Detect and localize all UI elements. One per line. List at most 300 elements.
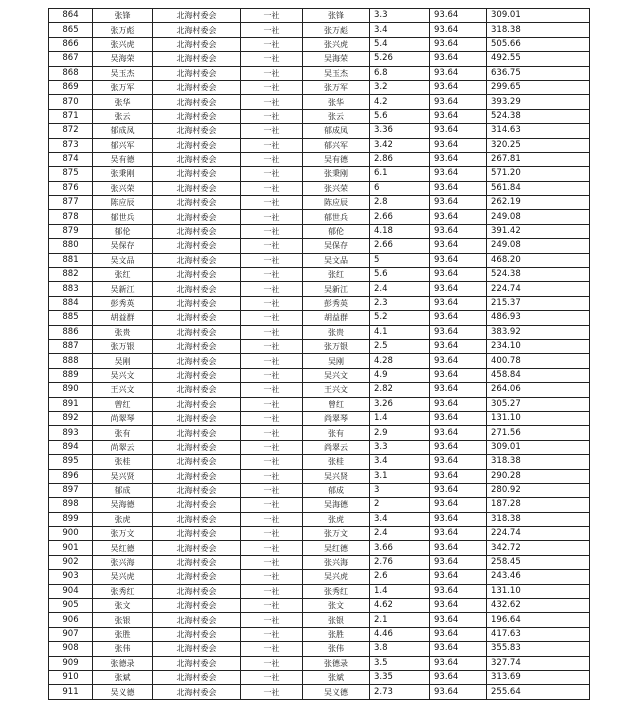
table-row <box>49 52 590 66</box>
area-cell: 2.4 <box>370 282 430 296</box>
table-row <box>49 152 590 166</box>
row-number-cell: 902 <box>49 555 93 569</box>
contract-holder-cell: 吴刚 <box>303 354 370 368</box>
contract-holder-cell: 吴兴贤 <box>303 469 370 483</box>
contract-holder-cell: 吴义德 <box>303 685 370 699</box>
amount-cell: 224.74 <box>487 282 590 296</box>
group-cell: 一社 <box>241 23 303 37</box>
contract-holder-cell: 张锋 <box>303 9 370 23</box>
table-row <box>49 339 590 353</box>
table-row <box>49 670 590 684</box>
amount-cell: 131.10 <box>487 411 590 425</box>
contract-holder-cell: 张有 <box>303 426 370 440</box>
household-head-cell: 张万彪 <box>93 23 153 37</box>
amount-cell: 432.62 <box>487 599 590 613</box>
table-row <box>49 368 590 382</box>
household-head-cell: 吴义德 <box>93 685 153 699</box>
area-cell: 5.2 <box>370 311 430 325</box>
table-row <box>49 311 590 325</box>
village-committee-cell: 北海村委会 <box>153 9 241 23</box>
amount-cell: 383.92 <box>487 325 590 339</box>
amount-cell: 571.20 <box>487 167 590 181</box>
rate-cell: 93.64 <box>430 167 487 181</box>
village-committee-cell: 北海村委会 <box>153 426 241 440</box>
row-number-cell: 888 <box>49 354 93 368</box>
village-committee-cell: 北海村委会 <box>153 599 241 613</box>
table-row <box>49 397 590 411</box>
amount-cell: 243.46 <box>487 570 590 584</box>
contract-holder-cell: 张万军 <box>303 80 370 94</box>
village-committee-cell: 北海村委会 <box>153 440 241 454</box>
table-row <box>49 555 590 569</box>
household-head-cell: 张万文 <box>93 527 153 541</box>
household-head-cell: 郁成凤 <box>93 124 153 138</box>
village-committee-cell: 北海村委会 <box>153 109 241 123</box>
village-committee-cell: 北海村委会 <box>153 196 241 210</box>
amount-cell: 524.38 <box>487 268 590 282</box>
row-number-cell: 882 <box>49 268 93 282</box>
rate-cell: 93.64 <box>430 599 487 613</box>
village-committee-cell: 北海村委会 <box>153 152 241 166</box>
area-cell: 3.3 <box>370 440 430 454</box>
group-cell: 一社 <box>241 296 303 310</box>
contract-holder-cell: 曾红 <box>303 397 370 411</box>
group-cell: 一社 <box>241 411 303 425</box>
rate-cell: 93.64 <box>430 685 487 699</box>
rate-cell: 93.64 <box>430 584 487 598</box>
row-number-cell: 874 <box>49 152 93 166</box>
contract-holder-cell: 陈应辰 <box>303 196 370 210</box>
rate-cell: 93.64 <box>430 455 487 469</box>
rate-cell: 93.64 <box>430 181 487 195</box>
rate-cell: 93.64 <box>430 282 487 296</box>
rate-cell: 93.64 <box>430 627 487 641</box>
area-cell: 2.66 <box>370 210 430 224</box>
group-cell: 一社 <box>241 282 303 296</box>
household-head-cell: 张兴荣 <box>93 181 153 195</box>
row-number-cell: 872 <box>49 124 93 138</box>
amount-cell: 492.55 <box>487 52 590 66</box>
area-cell: 2.9 <box>370 426 430 440</box>
village-committee-cell: 北海村委会 <box>153 584 241 598</box>
rate-cell: 93.64 <box>430 483 487 497</box>
group-cell: 一社 <box>241 512 303 526</box>
table-row <box>49 656 590 670</box>
amount-cell: 320.25 <box>487 138 590 152</box>
area-cell: 3.42 <box>370 138 430 152</box>
household-head-cell: 郁世兵 <box>93 210 153 224</box>
village-committee-cell: 北海村委会 <box>153 368 241 382</box>
contract-holder-cell: 张秉刚 <box>303 167 370 181</box>
household-head-cell: 张万军 <box>93 80 153 94</box>
area-cell: 5.6 <box>370 109 430 123</box>
row-number-cell: 894 <box>49 440 93 454</box>
amount-cell: 636.75 <box>487 66 590 80</box>
group-cell: 一社 <box>241 584 303 598</box>
household-head-cell: 张兴虎 <box>93 37 153 51</box>
contract-holder-cell: 郁兴军 <box>303 138 370 152</box>
group-cell: 一社 <box>241 383 303 397</box>
row-number-cell: 891 <box>49 397 93 411</box>
table-row <box>49 483 590 497</box>
amount-cell: 262.19 <box>487 196 590 210</box>
household-head-cell: 郁伦 <box>93 224 153 238</box>
row-number-cell: 907 <box>49 627 93 641</box>
row-number-cell: 890 <box>49 383 93 397</box>
rate-cell: 93.64 <box>430 311 487 325</box>
household-head-cell: 吴文品 <box>93 253 153 267</box>
row-number-cell: 901 <box>49 541 93 555</box>
contract-holder-cell: 吴红德 <box>303 541 370 555</box>
contract-holder-cell: 张德录 <box>303 656 370 670</box>
area-cell: 4.46 <box>370 627 430 641</box>
group-cell: 一社 <box>241 455 303 469</box>
rate-cell: 93.64 <box>430 354 487 368</box>
row-number-cell: 899 <box>49 512 93 526</box>
row-number-cell: 871 <box>49 109 93 123</box>
table-row <box>49 138 590 152</box>
village-committee-cell: 北海村委会 <box>153 268 241 282</box>
household-head-cell: 吴玉杰 <box>93 66 153 80</box>
amount-cell: 400.78 <box>487 354 590 368</box>
household-head-cell: 吴保存 <box>93 239 153 253</box>
group-cell: 一社 <box>241 642 303 656</box>
rate-cell: 93.64 <box>430 109 487 123</box>
table-row <box>49 613 590 627</box>
contract-holder-cell: 胡益群 <box>303 311 370 325</box>
household-head-cell: 张斌 <box>93 670 153 684</box>
area-cell: 3 <box>370 483 430 497</box>
rate-cell: 93.64 <box>430 541 487 555</box>
household-head-cell: 郁成 <box>93 483 153 497</box>
amount-cell: 234.10 <box>487 339 590 353</box>
table-row <box>49 440 590 454</box>
village-committee-cell: 北海村委会 <box>153 224 241 238</box>
village-committee-cell: 北海村委会 <box>153 339 241 353</box>
village-committee-cell: 北海村委会 <box>153 239 241 253</box>
table-row <box>49 426 590 440</box>
table-row <box>49 512 590 526</box>
area-cell: 1.4 <box>370 411 430 425</box>
contract-holder-cell: 张华 <box>303 95 370 109</box>
rate-cell: 93.64 <box>430 670 487 684</box>
village-committee-cell: 北海村委会 <box>153 124 241 138</box>
table-row <box>49 354 590 368</box>
row-number-cell: 881 <box>49 253 93 267</box>
row-number-cell: 898 <box>49 498 93 512</box>
group-cell: 一社 <box>241 685 303 699</box>
contract-holder-cell: 张伟 <box>303 642 370 656</box>
village-committee-cell: 北海村委会 <box>153 570 241 584</box>
village-committee-cell: 北海村委会 <box>153 296 241 310</box>
group-cell: 一社 <box>241 95 303 109</box>
amount-cell: 313.69 <box>487 670 590 684</box>
table-row <box>49 296 590 310</box>
household-head-cell: 张伟 <box>93 642 153 656</box>
group-cell: 一社 <box>241 152 303 166</box>
contract-holder-cell: 吴海德 <box>303 498 370 512</box>
area-cell: 2.82 <box>370 383 430 397</box>
household-head-cell: 张虎 <box>93 512 153 526</box>
table-row <box>49 570 590 584</box>
household-head-cell: 张红 <box>93 268 153 282</box>
group-cell: 一社 <box>241 656 303 670</box>
row-number-cell: 867 <box>49 52 93 66</box>
contract-holder-cell: 张红 <box>303 268 370 282</box>
table-row <box>49 282 590 296</box>
amount-cell: 393.29 <box>487 95 590 109</box>
village-committee-cell: 北海村委会 <box>153 483 241 497</box>
amount-cell: 187.28 <box>487 498 590 512</box>
table-body <box>49 9 590 700</box>
contract-holder-cell: 吴保存 <box>303 239 370 253</box>
contract-holder-cell: 尚翠琴 <box>303 411 370 425</box>
rate-cell: 93.64 <box>430 498 487 512</box>
row-number-cell: 878 <box>49 210 93 224</box>
row-number-cell: 903 <box>49 570 93 584</box>
contract-holder-cell: 张虎 <box>303 512 370 526</box>
village-committee-cell: 北海村委会 <box>153 642 241 656</box>
table-row <box>49 95 590 109</box>
table-row <box>49 196 590 210</box>
contract-holder-cell: 郁成 <box>303 483 370 497</box>
rate-cell: 93.64 <box>430 613 487 627</box>
group-cell: 一社 <box>241 80 303 94</box>
area-cell: 3.3 <box>370 9 430 23</box>
village-committee-cell: 北海村委会 <box>153 253 241 267</box>
contract-holder-cell: 吴新江 <box>303 282 370 296</box>
table-row <box>49 455 590 469</box>
village-committee-cell: 北海村委会 <box>153 411 241 425</box>
area-cell: 3.4 <box>370 23 430 37</box>
amount-cell: 131.10 <box>487 584 590 598</box>
group-cell: 一社 <box>241 37 303 51</box>
amount-cell: 391.42 <box>487 224 590 238</box>
contract-holder-cell: 张兴海 <box>303 555 370 569</box>
row-number-cell: 892 <box>49 411 93 425</box>
table-row <box>49 210 590 224</box>
household-head-cell: 吴兴贤 <box>93 469 153 483</box>
area-cell: 4.1 <box>370 325 430 339</box>
area-cell: 2.3 <box>370 296 430 310</box>
rate-cell: 93.64 <box>430 656 487 670</box>
contract-holder-cell: 吴玉杰 <box>303 66 370 80</box>
rate-cell: 93.64 <box>430 383 487 397</box>
area-cell: 3.8 <box>370 642 430 656</box>
table-row <box>49 383 590 397</box>
row-number-cell: 885 <box>49 311 93 325</box>
group-cell: 一社 <box>241 224 303 238</box>
household-head-cell: 张秉刚 <box>93 167 153 181</box>
area-cell: 4.18 <box>370 224 430 238</box>
amount-cell: 309.01 <box>487 9 590 23</box>
area-cell: 2.6 <box>370 570 430 584</box>
household-head-cell: 吴海德 <box>93 498 153 512</box>
household-head-cell: 张兴海 <box>93 555 153 569</box>
household-head-cell: 张华 <box>93 95 153 109</box>
rate-cell: 93.64 <box>430 570 487 584</box>
row-number-cell: 897 <box>49 483 93 497</box>
row-number-cell: 869 <box>49 80 93 94</box>
household-head-cell: 张万银 <box>93 339 153 353</box>
amount-cell: 305.27 <box>487 397 590 411</box>
contract-holder-cell: 吴海荣 <box>303 52 370 66</box>
household-head-cell: 张桂 <box>93 455 153 469</box>
row-number-cell: 900 <box>49 527 93 541</box>
village-committee-cell: 北海村委会 <box>153 613 241 627</box>
table-row <box>49 224 590 238</box>
row-number-cell: 889 <box>49 368 93 382</box>
area-cell: 3.66 <box>370 541 430 555</box>
group-cell: 一社 <box>241 210 303 224</box>
rate-cell: 93.64 <box>430 95 487 109</box>
group-cell: 一社 <box>241 613 303 627</box>
contract-holder-cell: 吴有德 <box>303 152 370 166</box>
group-cell: 一社 <box>241 196 303 210</box>
village-committee-cell: 北海村委会 <box>153 656 241 670</box>
household-head-cell: 彭秀英 <box>93 296 153 310</box>
group-cell: 一社 <box>241 627 303 641</box>
contract-holder-cell: 郁成凤 <box>303 124 370 138</box>
contract-holder-cell: 郁世兵 <box>303 210 370 224</box>
contract-holder-cell: 郁伦 <box>303 224 370 238</box>
household-head-cell: 吴红德 <box>93 541 153 555</box>
amount-cell: 314.63 <box>487 124 590 138</box>
rate-cell: 93.64 <box>430 224 487 238</box>
row-number-cell: 876 <box>49 181 93 195</box>
village-committee-cell: 北海村委会 <box>153 685 241 699</box>
household-head-cell: 王兴文 <box>93 383 153 397</box>
amount-cell: 224.74 <box>487 527 590 541</box>
village-committee-cell: 北海村委会 <box>153 52 241 66</box>
group-cell: 一社 <box>241 253 303 267</box>
group-cell: 一社 <box>241 124 303 138</box>
rate-cell: 93.64 <box>430 152 487 166</box>
group-cell: 一社 <box>241 498 303 512</box>
amount-cell: 327.74 <box>487 656 590 670</box>
village-committee-cell: 北海村委会 <box>153 627 241 641</box>
area-cell: 4.62 <box>370 599 430 613</box>
contract-holder-cell: 吴兴虎 <box>303 570 370 584</box>
village-committee-cell: 北海村委会 <box>153 23 241 37</box>
rate-cell: 93.64 <box>430 23 487 37</box>
table-row <box>49 167 590 181</box>
group-cell: 一社 <box>241 426 303 440</box>
contract-holder-cell: 张胜 <box>303 627 370 641</box>
table-row <box>49 66 590 80</box>
amount-cell: 561.84 <box>487 181 590 195</box>
group-cell: 一社 <box>241 440 303 454</box>
row-number-cell: 883 <box>49 282 93 296</box>
group-cell: 一社 <box>241 239 303 253</box>
village-committee-cell: 北海村委会 <box>153 138 241 152</box>
amount-cell: 280.92 <box>487 483 590 497</box>
contract-holder-cell: 张文 <box>303 599 370 613</box>
table-row <box>49 469 590 483</box>
table-row <box>49 181 590 195</box>
area-cell: 3.1 <box>370 469 430 483</box>
amount-cell: 318.38 <box>487 512 590 526</box>
table-row <box>49 80 590 94</box>
group-cell: 一社 <box>241 541 303 555</box>
contract-holder-cell: 张万银 <box>303 339 370 353</box>
village-committee-cell: 北海村委会 <box>153 167 241 181</box>
group-cell: 一社 <box>241 555 303 569</box>
group-cell: 一社 <box>241 599 303 613</box>
group-cell: 一社 <box>241 527 303 541</box>
table-row <box>49 37 590 51</box>
table-row <box>49 268 590 282</box>
area-cell: 4.9 <box>370 368 430 382</box>
table-row <box>49 527 590 541</box>
area-cell: 2.86 <box>370 152 430 166</box>
data-table <box>48 8 590 700</box>
row-number-cell: 866 <box>49 37 93 51</box>
household-head-cell: 张云 <box>93 109 153 123</box>
area-cell: 2.5 <box>370 339 430 353</box>
area-cell: 3.4 <box>370 512 430 526</box>
household-head-cell: 尚翠琴 <box>93 411 153 425</box>
amount-cell: 196.64 <box>487 613 590 627</box>
rate-cell: 93.64 <box>430 555 487 569</box>
group-cell: 一社 <box>241 66 303 80</box>
rate-cell: 93.64 <box>430 37 487 51</box>
group-cell: 一社 <box>241 138 303 152</box>
amount-cell: 299.65 <box>487 80 590 94</box>
contract-holder-cell: 张万文 <box>303 527 370 541</box>
group-cell: 一社 <box>241 339 303 353</box>
area-cell: 5 <box>370 253 430 267</box>
amount-cell: 255.64 <box>487 685 590 699</box>
village-committee-cell: 北海村委会 <box>153 498 241 512</box>
amount-cell: 290.28 <box>487 469 590 483</box>
household-head-cell: 吴兴文 <box>93 368 153 382</box>
rate-cell: 93.64 <box>430 196 487 210</box>
village-committee-cell: 北海村委会 <box>153 37 241 51</box>
household-head-cell: 张秀红 <box>93 584 153 598</box>
village-committee-cell: 北海村委会 <box>153 66 241 80</box>
group-cell: 一社 <box>241 181 303 195</box>
area-cell: 3.35 <box>370 670 430 684</box>
amount-cell: 524.38 <box>487 109 590 123</box>
group-cell: 一社 <box>241 397 303 411</box>
area-cell: 4.28 <box>370 354 430 368</box>
row-number-cell: 875 <box>49 167 93 181</box>
area-cell: 3.5 <box>370 656 430 670</box>
area-cell: 6 <box>370 181 430 195</box>
village-committee-cell: 北海村委会 <box>153 541 241 555</box>
household-head-cell: 吴海荣 <box>93 52 153 66</box>
village-committee-cell: 北海村委会 <box>153 181 241 195</box>
table-row <box>49 411 590 425</box>
group-cell: 一社 <box>241 570 303 584</box>
amount-cell: 249.08 <box>487 239 590 253</box>
rate-cell: 93.64 <box>430 397 487 411</box>
amount-cell: 417.63 <box>487 627 590 641</box>
row-number-cell: 905 <box>49 599 93 613</box>
household-head-cell: 张贵 <box>93 325 153 339</box>
area-cell: 2 <box>370 498 430 512</box>
amount-cell: 468.20 <box>487 253 590 267</box>
row-number-cell: 908 <box>49 642 93 656</box>
group-cell: 一社 <box>241 354 303 368</box>
rate-cell: 93.64 <box>430 210 487 224</box>
household-head-cell: 张德录 <box>93 656 153 670</box>
contract-holder-cell: 张兴荣 <box>303 181 370 195</box>
contract-holder-cell: 张斌 <box>303 670 370 684</box>
household-head-cell: 曾红 <box>93 397 153 411</box>
rate-cell: 93.64 <box>430 268 487 282</box>
